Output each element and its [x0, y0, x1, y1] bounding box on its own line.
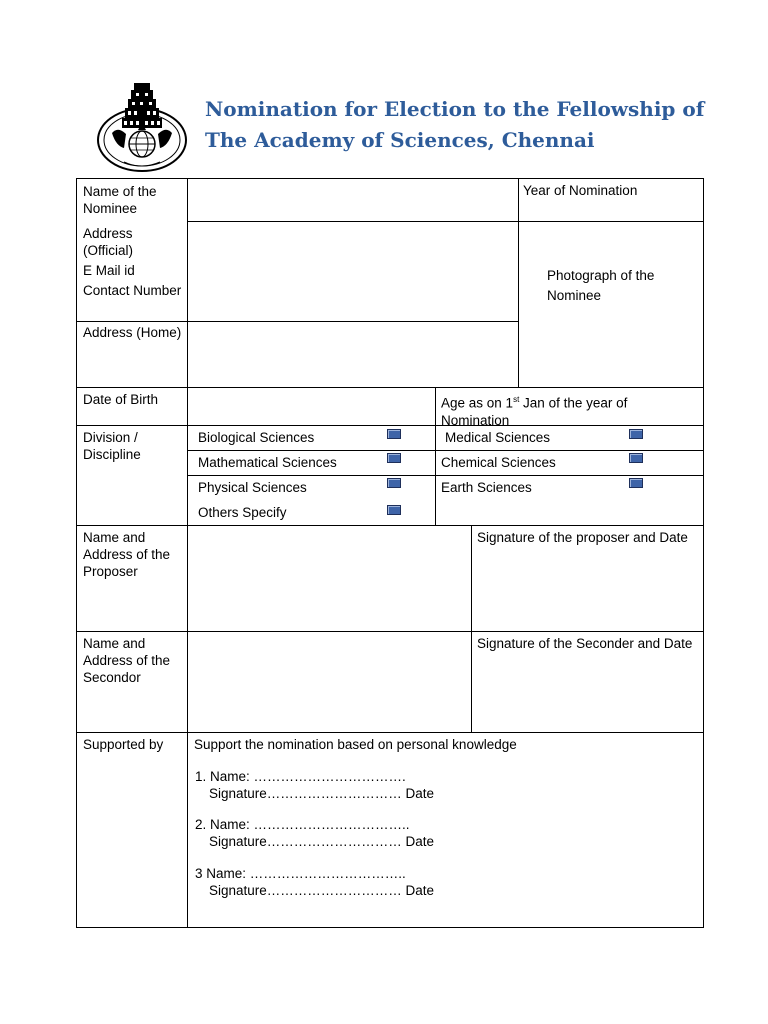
- supported-by-label: Supported by: [83, 737, 164, 752]
- address-official-field[interactable]: [188, 222, 517, 320]
- year-of-nomination-label: Year of Nomination: [523, 183, 638, 198]
- checkbox-icon[interactable]: [387, 478, 401, 488]
- nominee-name-label: Name of the Nominee: [83, 184, 157, 216]
- discipline-medical: Medical Sciences: [445, 430, 551, 445]
- contact-number-label: Contact Number: [83, 283, 182, 298]
- supporter-3-signature[interactable]: Signature………………………… Date: [209, 883, 435, 898]
- nomination-form: [76, 178, 704, 928]
- checkbox-icon[interactable]: [629, 478, 643, 488]
- discipline-chemical: Chemical Sciences: [441, 455, 556, 470]
- division-label: Division / Discipline: [83, 430, 141, 462]
- checkbox-icon[interactable]: [387, 429, 401, 439]
- discipline-others: Others Specify: [198, 505, 287, 520]
- proposer-label: Name and Address of the Proposer: [83, 530, 171, 579]
- checkbox-icon[interactable]: [387, 453, 401, 463]
- supporter-1-signature[interactable]: Signature………………………… Date: [209, 786, 435, 801]
- age-label: Age as on 1st Jan of the year of Nomination: [441, 395, 628, 428]
- academy-emblem-icon: [94, 78, 190, 174]
- discipline-mathematical: Mathematical Sciences: [198, 455, 337, 470]
- address-home-label: Address (Home): [83, 325, 182, 340]
- checkbox-icon[interactable]: [629, 453, 643, 463]
- photograph-label: Photograph of the Nominee: [547, 268, 655, 303]
- supporter-2-signature[interactable]: Signature………………………… Date: [209, 834, 435, 849]
- supporter-3-name[interactable]: 3 Name: ……………………………..: [195, 866, 406, 881]
- supporter-1-name[interactable]: 1. Name: …………………………….: [195, 769, 406, 784]
- seconder-field[interactable]: [188, 632, 470, 731]
- checkbox-icon[interactable]: [387, 505, 401, 515]
- discipline-physical: Physical Sciences: [198, 480, 307, 495]
- title-line-2: The Academy of Sciences, Chennai: [205, 128, 595, 152]
- proposer-field[interactable]: [188, 526, 470, 630]
- discipline-earth: Earth Sciences: [441, 480, 532, 495]
- seconder-signature-label: Signature of the Seconder and Date: [477, 636, 693, 651]
- nominee-name-field[interactable]: [188, 180, 517, 220]
- page-title: [205, 94, 704, 156]
- support-intro: Support the nomination based on personal knowledge: [194, 737, 517, 752]
- proposer-signature-label: Signature of the proposer and Date: [477, 530, 688, 545]
- title-line-1: Nomination for Election to the Fellowship of: [205, 97, 705, 121]
- dob-field[interactable]: [188, 388, 434, 424]
- supporter-2-name[interactable]: 2. Name: ……………………………..: [195, 817, 410, 832]
- email-label: E Mail id: [83, 263, 135, 278]
- dob-label: Date of Birth: [83, 392, 159, 407]
- address-home-field[interactable]: [188, 322, 517, 386]
- checkbox-icon[interactable]: [629, 429, 643, 439]
- address-official-label: Address (Official): [83, 226, 134, 258]
- discipline-biological: Biological Sciences: [198, 430, 315, 445]
- seconder-label: Name and Address of the Secondor: [83, 636, 171, 685]
